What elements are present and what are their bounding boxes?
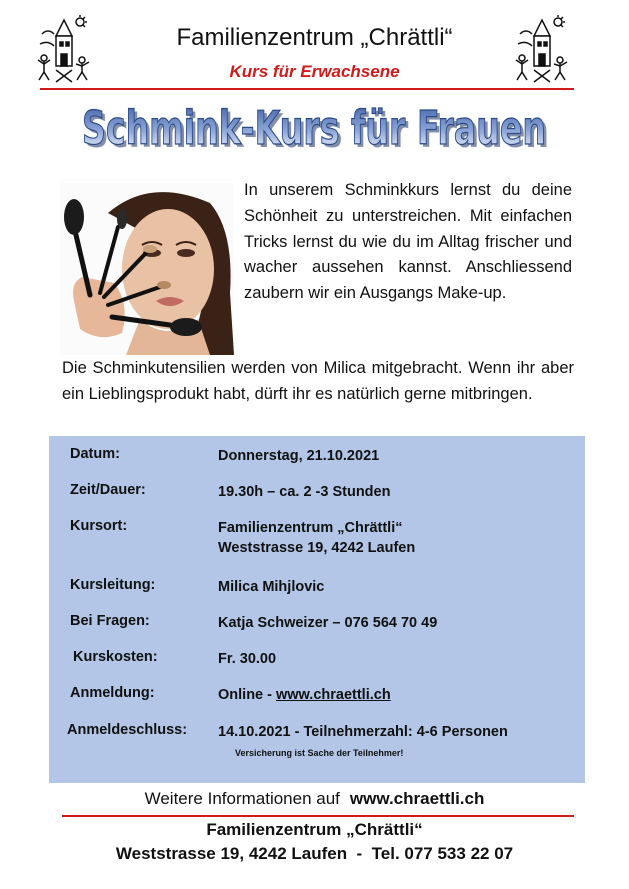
questions-value: Katja Schweizer – 076 564 70 49	[218, 615, 438, 631]
more-info-url[interactable]: www.chraettli.ch	[349, 789, 485, 808]
cost-value: Fr. 30.00	[218, 651, 277, 667]
utensils-paragraph: Die Schminkutensilien werden von Milica mitgebracht. Wenn ihr aber ein Lieblingsprodukt habt, dürft ihr es natürlich gerne mitbringen.	[62, 359, 574, 403]
insurance-note: Versicherung ist Sache der Teilnehmer!	[235, 748, 404, 758]
headline-banner	[0, 96, 629, 156]
more-info-text: Weitere Informationen auf	[144, 789, 340, 808]
bottom-divider	[62, 815, 574, 817]
questions-label: Bei Fragen:	[70, 613, 150, 629]
signup-link[interactable]: www.chraettli.ch	[276, 687, 391, 703]
top-divider	[40, 88, 574, 90]
org-title: Familienzentrum „Chrättli“	[176, 24, 453, 51]
signup-value	[218, 685, 391, 705]
headline-text: Schmink-Kurs für Frauen	[82, 101, 546, 155]
date-value: Donnerstag, 21.10.2021	[218, 448, 380, 464]
signup-label: Anmeldung:	[70, 685, 155, 701]
place-line-1: Familienzentrum „Chrättli“	[218, 520, 403, 536]
makeup-photo	[60, 183, 234, 355]
signup-prefix: Online -	[218, 687, 276, 703]
date-label: Datum:	[70, 446, 120, 462]
place-label: Kursort:	[70, 518, 128, 534]
cost-label: Kurskosten:	[73, 649, 158, 665]
course-details-box	[49, 436, 585, 783]
deadline-value: 14.10.2021 - Teilnehmerzahl: 4-6 Personen	[218, 724, 508, 740]
time-label: Zeit/Dauer:	[70, 482, 146, 498]
time-value: 19.30h – ca. 2 -3 Stunden	[218, 484, 391, 500]
deadline-label: Anmeldeschluss:	[67, 722, 188, 738]
footer-address: Weststrasse 19, 4242 Laufen - Tel. 077 533 22 07	[115, 844, 514, 863]
more-info-line	[0, 789, 629, 809]
footer-org-name: Familienzentrum „Chrättli“	[206, 820, 423, 839]
headline-shadow: Schmink-Kurs für Frauen	[85, 104, 549, 156]
place-value	[218, 518, 415, 558]
lead-label: Kursleitung:	[70, 577, 156, 593]
intro-paragraph: In unserem Schminkkurs lernst du deine Schönheit zu unterstreichen. Mit einfachen Tricks lernst du wie du im Alltag frischer und wacher aussehen kannst. Anschliessend zaubern wir ein Ausgangs Make-up.	[244, 181, 572, 303]
course-subtitle: Kurs für Erwachsene	[229, 62, 400, 81]
lead-value: Milica Mihjlovic	[218, 579, 325, 595]
place-line-2: Weststrasse 19, 4242 Laufen	[218, 540, 416, 556]
